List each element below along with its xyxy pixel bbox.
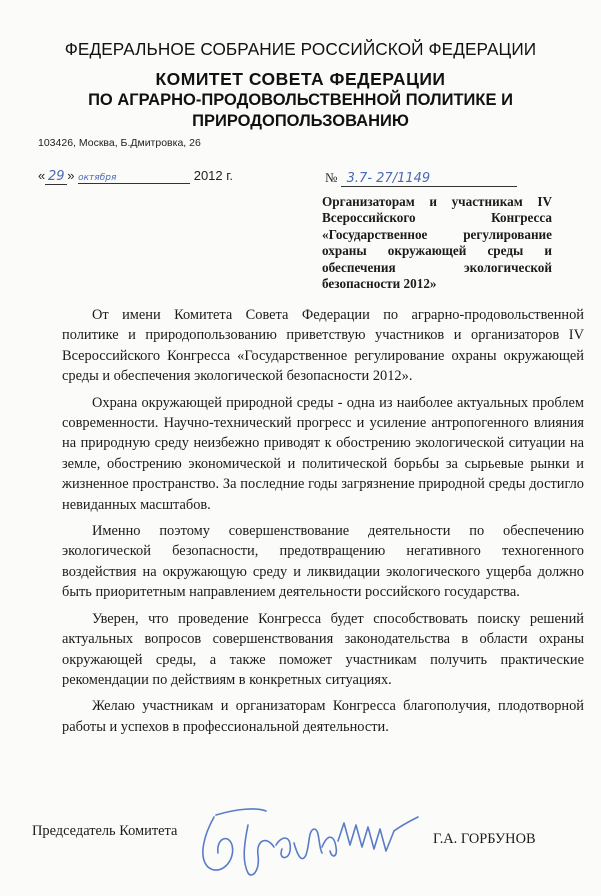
header-organization: ФЕДЕРАЛЬНОЕ СОБРАНИЕ РОССИЙСКОЙ ФЕДЕРАЦИИ xyxy=(64,39,537,59)
registration-prefix: № xyxy=(325,170,338,185)
letter-date xyxy=(38,168,233,185)
addressee-block: Организаторам и участникам IV Всероссийского Конгресса «Государственное регулирование охраны окружающей среды и обеспечения экологической безопасности 2012» xyxy=(322,194,552,292)
header-committee: КОМИТЕТ СОВЕТА ФЕДЕРАЦИИ xyxy=(155,69,446,89)
registration-number xyxy=(325,170,517,187)
header-committee-scope-line2: ПРИРОДОПОЛЬЗОВАНИЮ xyxy=(192,112,409,130)
signatory-title: Председатель Комитета xyxy=(32,823,178,839)
signatory-name: Г.А. ГОРБУНОВ xyxy=(433,831,536,847)
body-paragraph: Охрана окружающей природной среды - одна из наиболее актуальных проблем современности. Научно-технический прогресс и усиление антропогенного влияния на природную среду неизбежно приводят к обострению экологической ситуации на земле, обострению экономической и политической борьбы за сырьевые рынки и жизненное пространство. За последние годы загрязнение природной среды достигло невиданных масштабов. xyxy=(62,394,584,513)
date-month: октября xyxy=(78,173,190,184)
body-paragraph: От имени Комитета Совета Федерации по аграрно-продовольственной политике и природопользованию приветствую участников и организаторов IV Всероссийского Конгресса «Государственное регулирование охраны окружающей среды и обеспечения экологической безопасности 2012». xyxy=(62,307,584,385)
body-paragraph: Именно поэтому совершенствование деятельности по обеспечению экологической безопасности, предотвращению негативного техногенного воздействия на окружающую среду и ликвидации экологического ущерба должно быть приоритетным направлением деятельности российского государства. xyxy=(62,523,584,601)
body-paragraph: Уверен, что проведение Конгресса будет способствовать поиску решений актуальных вопросов совершенствования законодательства в области охраны окружающей среды, а также поможет участникам получить практические рекомендации по действиям в конкретных ситуациях. xyxy=(62,610,584,688)
body-paragraph: Желаю участникам и организаторам Конгресса благополучия, плодотворной работы и успехов в профессиональной деятельности. xyxy=(62,698,584,735)
date-open-quote: « xyxy=(38,168,46,183)
sender-address: 103426, Москва, Б.Дмитровка, 26 xyxy=(38,137,201,149)
header-committee-scope-line1: ПО АГРАРНО-ПРОДОВОЛЬСТВЕННОЙ ПОЛИТИКЕ И xyxy=(88,91,513,109)
date-close-quote: » xyxy=(67,168,75,183)
handwritten-signature-icon xyxy=(196,795,426,880)
date-day: 29 xyxy=(45,169,67,185)
letter-body xyxy=(62,305,584,743)
registration-value: 3.7- 27/1149 xyxy=(341,171,517,187)
date-year: 2012 г. xyxy=(193,168,234,183)
